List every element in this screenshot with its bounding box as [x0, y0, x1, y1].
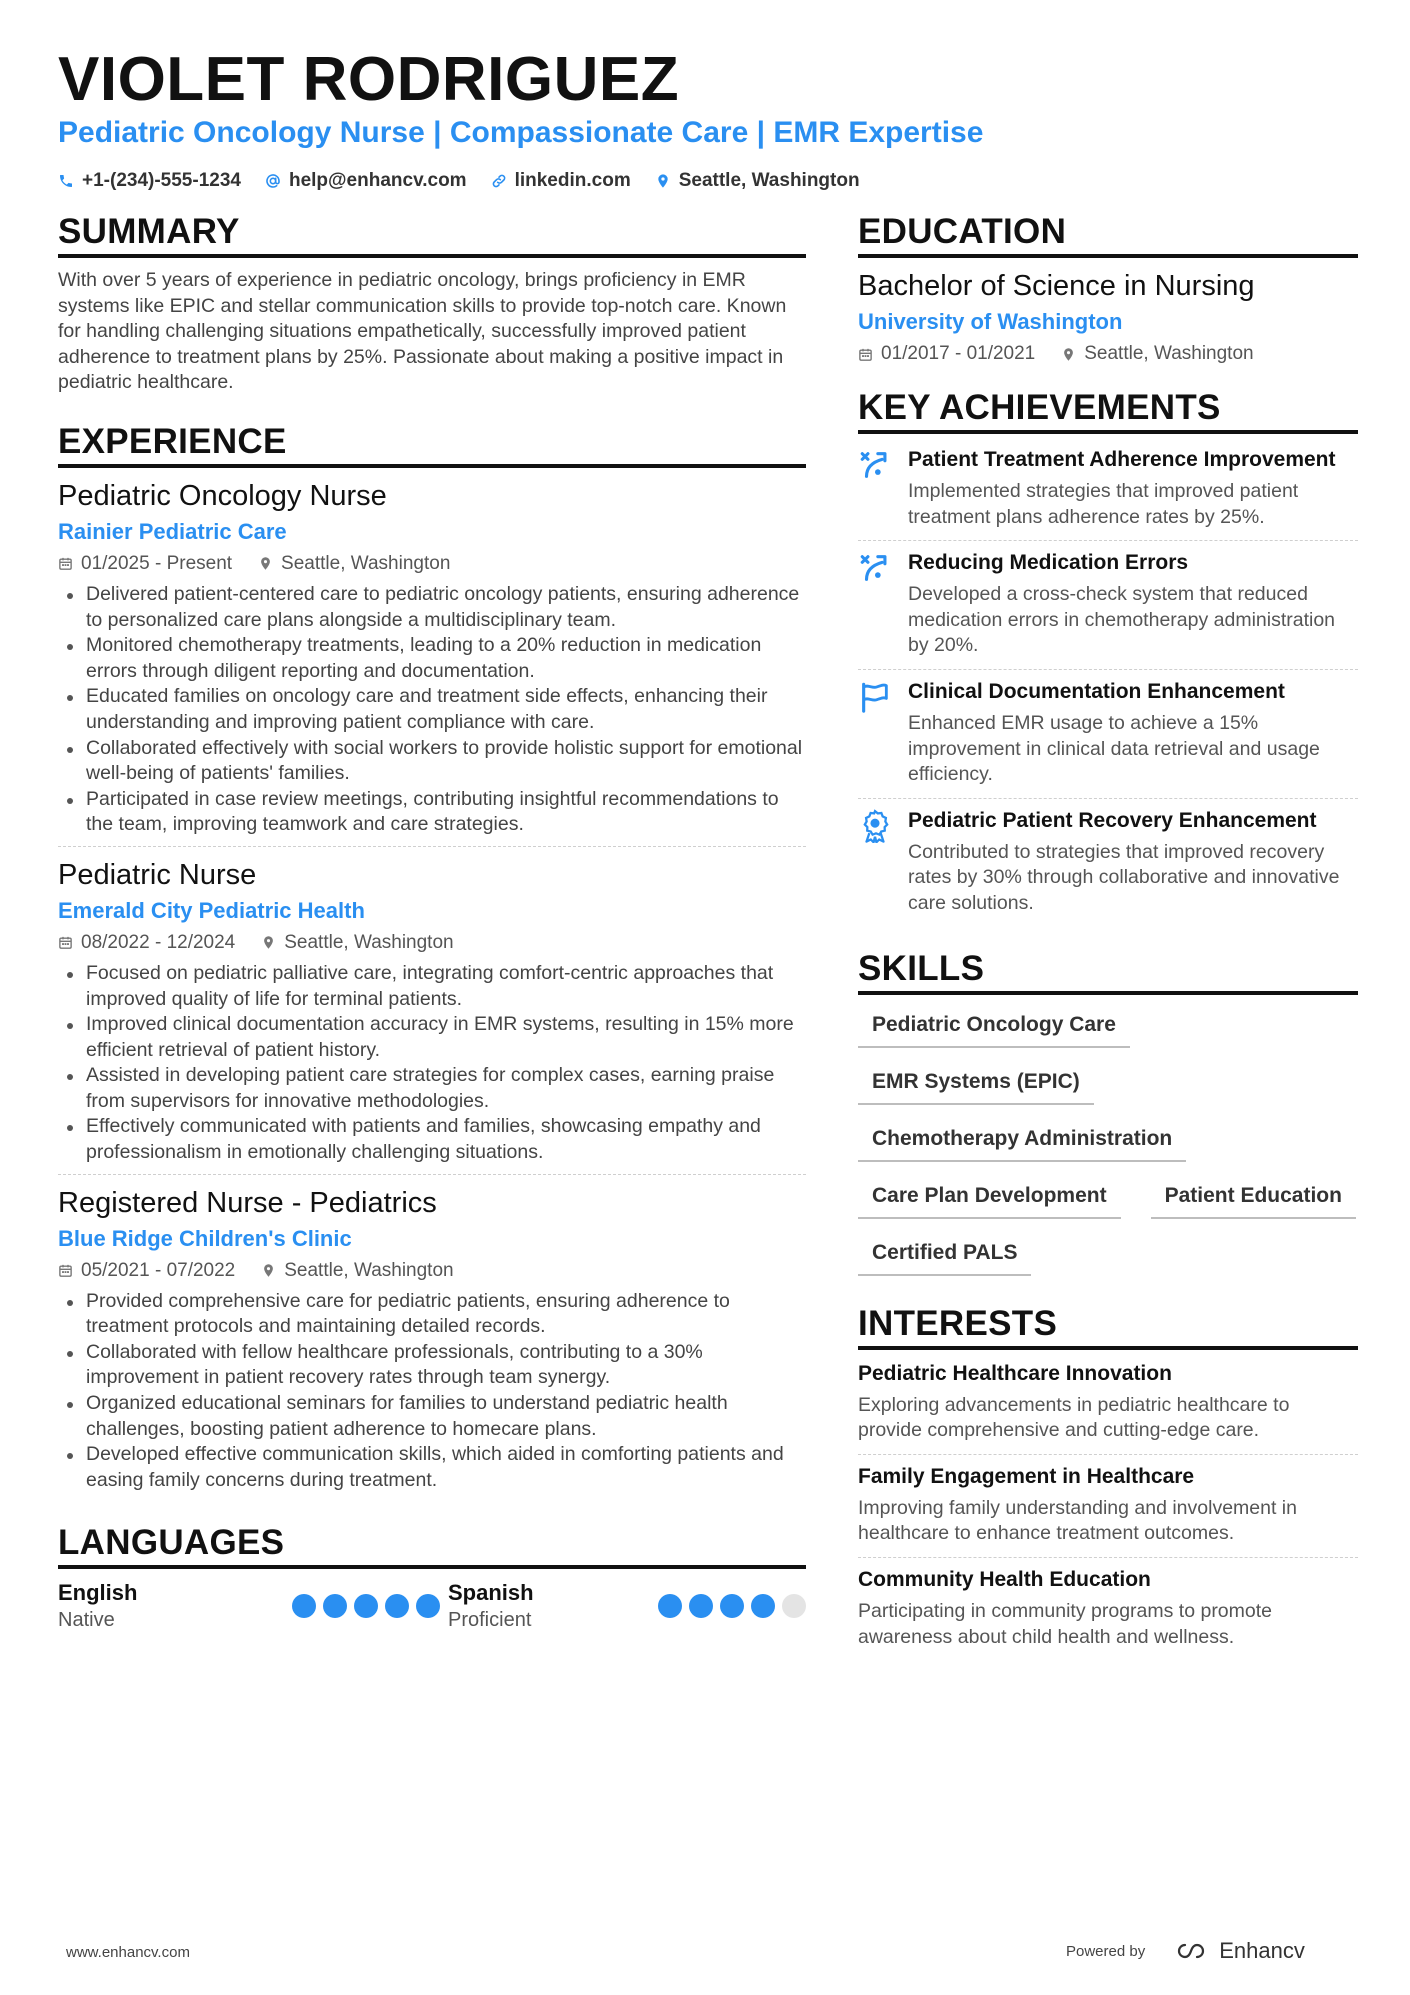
achievements-list — [858, 438, 1358, 927]
calendar-icon — [58, 935, 73, 950]
phone-icon — [58, 173, 74, 189]
interests-heading: INTERESTS — [858, 1304, 1358, 1350]
interest-title: Community Health Education — [858, 1567, 1151, 1591]
achievement-title: Pediatric Patient Recovery Enhancement — [908, 808, 1317, 832]
skill-tag: Chemotherapy Administration — [858, 1119, 1186, 1162]
job-title: Pediatric Nurse — [58, 858, 257, 891]
education-meta — [858, 342, 1358, 366]
achievement-description: Contributed to strategies that improved recovery rates by 30% through collaborative and innovative care solutions. — [908, 840, 1340, 914]
achievement-item — [858, 799, 1358, 927]
proficiency-dots — [658, 1594, 806, 1618]
bullet-item: Delivered patient-centered care to pediatric oncology patients, ensuring adherence to personalized care plans alongside a multidisciplinary team. — [58, 582, 806, 633]
skill-tag: Pediatric Oncology Care — [858, 1005, 1130, 1048]
contact-bar — [58, 170, 860, 192]
job-bullets — [58, 582, 806, 838]
bullet-item: Effectively communicated with patients and families, showcasing empathy and professionalism in emotionally challenging situations. — [58, 1114, 806, 1165]
job-location-text: Seattle, Washington — [284, 931, 454, 953]
bullet-item: Organized educational seminars for families to understand pediatric health challenges, boosting patient adherence to homecare plans. — [58, 1391, 806, 1442]
job-bullets — [58, 1289, 806, 1494]
achievement-title: Clinical Documentation Enhancement — [908, 679, 1285, 703]
education-degree: Bachelor of Science in Nursing — [858, 270, 1255, 302]
experience-entry — [58, 478, 806, 847]
achievement-title: Reducing Medication Errors — [908, 551, 1189, 575]
language-level: Proficient — [448, 1609, 532, 1632]
at-sign-icon — [265, 173, 281, 189]
interests-list — [858, 1358, 1358, 1661]
bullet-item: Assisted in developing patient care strategies for complex cases, earning praise from supervisors for innovative methodologies. — [58, 1063, 806, 1114]
job-title: Registered Nurse - Pediatrics — [58, 1186, 437, 1219]
location-pin-icon — [261, 935, 276, 950]
job-meta — [58, 552, 806, 576]
flag-icon — [858, 678, 894, 788]
interest-description: Exploring advancements in pediatric healthcare to provide comprehensive and cutting-edge care. — [858, 1393, 1290, 1442]
languages-heading: LANGUAGES — [58, 1523, 806, 1569]
achievement-title: Patient Treatment Adherence Improvement — [908, 448, 1336, 471]
proficiency-dot-empty — [782, 1594, 806, 1618]
language-item — [58, 1579, 448, 1633]
contact-linkedin[interactable] — [491, 170, 631, 192]
location-text: Seattle, Washington — [678, 170, 860, 191]
calendar-icon — [858, 347, 873, 362]
job-title: Pediatric Oncology Nurse — [58, 479, 387, 512]
candidate-name: VIOLET RODRIGUEZ — [58, 45, 680, 114]
interest-item — [858, 1461, 1358, 1558]
company-name: Emerald City Pediatric Health — [58, 897, 365, 923]
phone-text: +1-(234)-555-1234 — [82, 170, 241, 191]
summary-heading: SUMMARY — [58, 212, 806, 258]
linkedin-link[interactable]: linkedin.com — [514, 170, 631, 191]
job-dates — [58, 552, 232, 576]
proficiency-dot-filled — [385, 1594, 409, 1618]
job-location-text: Seattle, Washington — [281, 552, 451, 574]
job-location-text: Seattle, Washington — [284, 1259, 454, 1281]
calendar-icon — [58, 1263, 73, 1278]
interest-item — [858, 1358, 1358, 1455]
skill-tag: EMR Systems (EPIC) — [858, 1062, 1094, 1105]
job-dates — [58, 1259, 235, 1283]
company-name: Rainier Pediatric Care — [58, 518, 287, 544]
right-column — [858, 212, 1358, 1666]
proficiency-dot-filled — [354, 1594, 378, 1618]
enhancv-logo-icon — [1171, 1940, 1211, 1962]
skills-list — [858, 1005, 1358, 1276]
location-pin-icon — [261, 1263, 276, 1278]
bullet-item: Developed effective communication skills, which aided in comforting patients and easing family concerns during treatment. — [58, 1442, 806, 1493]
powered-by-label: Powered by — [1066, 1942, 1146, 1960]
email-link[interactable]: help@enhancv.com — [288, 170, 467, 191]
skill-tag: Certified PALS — [858, 1233, 1031, 1276]
education-location-text: Seattle, Washington — [1084, 343, 1254, 364]
interest-title: Pediatric Healthcare Innovation — [858, 1361, 1172, 1385]
education-dates-text: 01/2017 - 01/2021 — [881, 343, 1036, 364]
achievement-item — [858, 670, 1358, 799]
bullet-item: Participated in case review meetings, contributing insightful recommendations to the team, improving teamwork and care strategies. — [58, 787, 806, 838]
left-column — [58, 212, 806, 1633]
skills-heading: SKILLS — [858, 949, 1358, 995]
interest-description: Improving family understanding and involvement in healthcare to enhance treatment outcomes. — [858, 1496, 1297, 1545]
proficiency-dots — [292, 1594, 440, 1618]
achievements-heading: KEY ACHIEVEMENTS — [858, 388, 1358, 434]
job-dates-text: 05/2021 - 07/2022 — [81, 1259, 236, 1281]
location-pin-icon — [258, 556, 273, 571]
calendar-icon — [58, 556, 73, 571]
contact-location — [655, 170, 860, 192]
job-location — [258, 552, 450, 576]
interest-title: Family Engagement in Healthcare — [858, 1464, 1195, 1488]
footer-website[interactable]: www.enhancv.com — [66, 1944, 190, 1961]
proficiency-dot-filled — [658, 1594, 682, 1618]
achievement-description: Implemented strategies that improved patient treatment plans adherence rates by 25%. — [908, 480, 1299, 528]
candidate-headline: Pediatric Oncology Nurse | Compassionate Care | EMR Expertise — [58, 116, 984, 149]
proficiency-dot-filled — [720, 1594, 744, 1618]
education-heading: EDUCATION — [858, 212, 1358, 258]
education-location — [1061, 342, 1253, 366]
languages-list — [58, 1579, 806, 1633]
job-meta — [58, 931, 806, 955]
contact-email[interactable] — [265, 170, 467, 192]
interest-item — [858, 1564, 1358, 1660]
bullet-item: Monitored chemotherapy treatments, leading to a 20% reduction in medication errors through diligent reporting and documentation. — [58, 633, 806, 684]
location-pin-icon — [1061, 347, 1076, 362]
achievement-item — [858, 438, 1358, 541]
brand-logo[interactable] — [1171, 1938, 1305, 1964]
education-school: University of Washington — [858, 309, 1123, 334]
job-dates — [58, 931, 235, 955]
brand-name: Enhancv — [1219, 1938, 1305, 1963]
bullet-item: Focused on pediatric palliative care, integrating comfort-centric approaches that improved quality of life for terminal patients. — [58, 961, 806, 1012]
location-pin-icon — [655, 173, 671, 189]
proficiency-dot-filled — [416, 1594, 440, 1618]
achievement-item — [858, 541, 1358, 670]
achievement-description: Enhanced EMR usage to achieve a 15% improvement in clinical data retrieval and usage efficiency. — [908, 711, 1320, 786]
job-bullets — [58, 961, 806, 1166]
bullet-item: Educated families on oncology care and treatment side effects, enhancing their understanding and improving patient compliance with care. — [58, 684, 806, 735]
summary-text: With over 5 years of experience in pediatric oncology, brings proficiency in EMR systems like EPIC and stellar communication skills to provide top-notch care. Known for handling challenging situations empathetically, successfully improved patient adherence to treatment plans by 25%. Passionate about making a positive impact in pediatric healthcare. — [58, 269, 787, 394]
proficiency-dot-filled — [292, 1594, 316, 1618]
strategy-arrow-icon — [858, 549, 894, 659]
bullet-item: Collaborated effectively with social workers to provide holistic support for emotional well-being of patients' families. — [58, 736, 806, 787]
bullet-item: Provided comprehensive care for pediatric patients, ensuring adherence to treatment protocols and maintaining detailed records. — [58, 1289, 806, 1340]
language-name: English — [58, 1580, 138, 1606]
achievement-description: Developed a cross-check system that reduced medication errors in chemotherapy administration by 20%. — [908, 583, 1336, 657]
skill-tag: Care Plan Development — [858, 1176, 1121, 1219]
proficiency-dot-filled — [751, 1594, 775, 1618]
job-dates-text: 08/2022 - 12/2024 — [81, 931, 236, 953]
language-level: Native — [58, 1609, 115, 1632]
award-badge-icon — [858, 807, 894, 917]
education-dates — [858, 342, 1035, 366]
experience-entry — [58, 857, 806, 1175]
bullet-item: Improved clinical documentation accuracy in EMR systems, resulting in 15% more efficient retrieval of patient history. — [58, 1012, 806, 1063]
experience-heading: EXPERIENCE — [58, 422, 806, 468]
link-icon — [491, 173, 507, 189]
job-meta — [58, 1259, 806, 1283]
proficiency-dot-filled — [323, 1594, 347, 1618]
company-name: Blue Ridge Children's Clinic — [58, 1225, 352, 1251]
language-name: Spanish — [448, 1580, 534, 1606]
proficiency-dot-filled — [689, 1594, 713, 1618]
bullet-item: Collaborated with fellow healthcare professionals, contributing to a 30% improvement in patient recovery rates through team synergy. — [58, 1340, 806, 1391]
interest-description: Participating in community programs to promote awareness about child health and wellness. — [858, 1599, 1273, 1648]
footer-branding — [1066, 1938, 1305, 1964]
job-dates-text: 01/2025 - Present — [81, 552, 233, 574]
contact-phone — [58, 170, 241, 192]
job-location — [261, 1259, 453, 1283]
strategy-arrow-icon — [858, 446, 894, 530]
experience-entry — [58, 1185, 806, 1502]
language-item — [448, 1579, 806, 1633]
job-location — [261, 931, 453, 955]
skill-tag: Patient Education — [1151, 1176, 1356, 1219]
